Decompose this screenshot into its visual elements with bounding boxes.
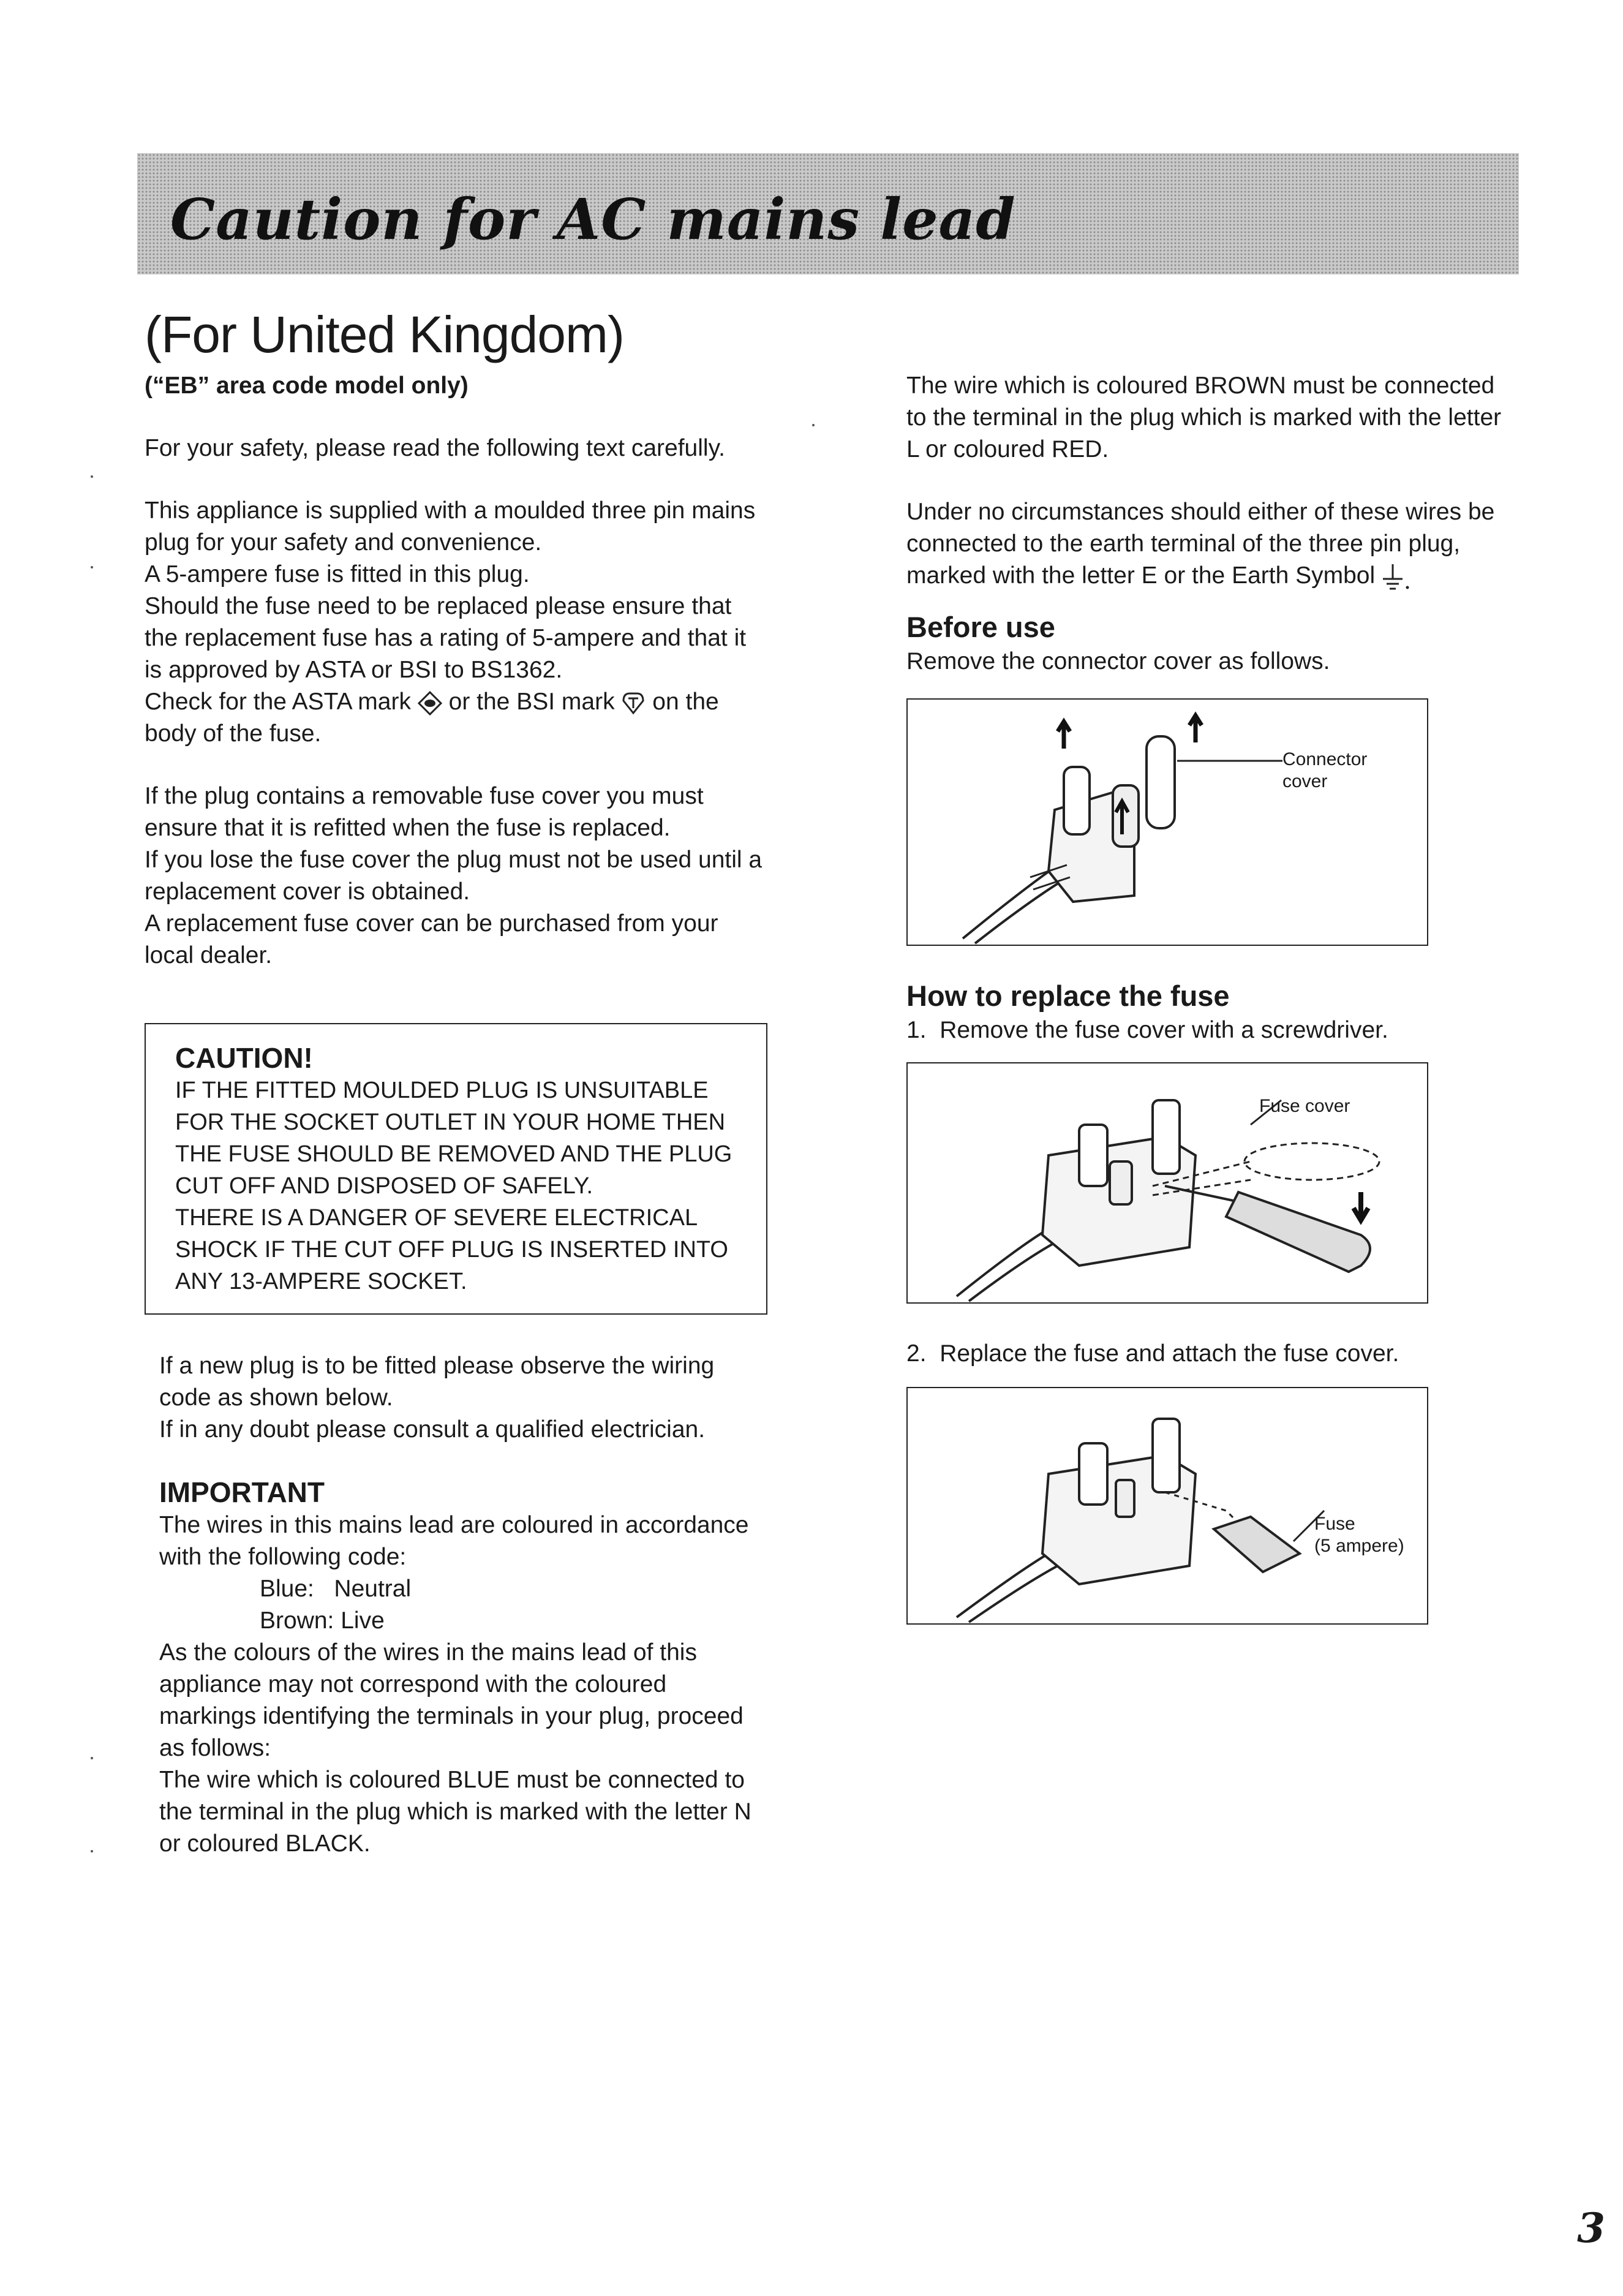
caution-text-2: THERE IS A DANGER OF SEVERE ELECTRICAL SHOCK IF THE CUT OFF PLUG IS INSERTED INTO ANY 13-AMPERE SOCKET.: [175, 1205, 728, 1294]
scan-dot: [91, 566, 93, 568]
page-number: 3: [1577, 2204, 1605, 2252]
fuse-cover-figure: [906, 1062, 1428, 1304]
step-2: 2. Replace the fuse and attach the fuse cover.: [906, 1340, 1399, 1367]
banner-title: Caution for AC mains lead: [170, 186, 1016, 252]
brown-wire-info: The wire which is coloured BROWN must be connected to the terminal in the plug which is marked with the letter L or coloured RED.: [906, 372, 1502, 463]
scan-dot: [91, 475, 93, 478]
caution-box: [145, 1023, 767, 1315]
right-column: [906, 370, 1519, 1625]
fuse-mark-check: [145, 686, 766, 750]
connector-label-line2: cover: [1282, 771, 1328, 791]
lost-cover-info: If you lose the fuse cover the plug must not be used until a replacement cover is obtained.: [145, 847, 763, 905]
fuse-cover-info: If the plug contains a removable fuse cover you must ensure that it is refitted when the fuse is replaced.: [145, 783, 704, 841]
fuse-replace-illustration: [908, 1388, 1427, 1623]
code-blue: Blue: Neutral: [260, 1576, 412, 1602]
fuse-cover-label: Fuse cover: [1259, 1096, 1350, 1116]
connector-label-line1: Connector: [1282, 749, 1368, 769]
fuse-label-line1: Fuse: [1314, 1514, 1355, 1534]
before-use-text: Remove the connector cover as follows.: [906, 648, 1330, 674]
earth-warning: [906, 496, 1519, 592]
scan-dot: [91, 1850, 93, 1852]
fuse-replace-figure: [906, 1387, 1428, 1625]
caution-text-1: IF THE FITTED MOULDED PLUG IS UNSUITABLE FOR THE SOCKET OUTLET IN YOUR HOME THEN THE FUSE SHOULD BE REMOVED AND THE PLUG CUT OFF AND DISPOSED OF SAFELY.: [175, 1078, 732, 1199]
new-plug-info: If a new plug is to be fitted please observe the wiring code as shown below.: [159, 1353, 715, 1411]
area-code-note: (“EB” area code model only): [145, 372, 469, 399]
step-1: 1. Remove the fuse cover with a screwdriver.: [906, 1017, 1388, 1043]
section-title: (For United Kingdom): [145, 306, 624, 363]
connector-cover-illustration: [908, 700, 1427, 945]
scan-dot: [91, 1757, 93, 1759]
bsi-kitemark-icon: [621, 691, 646, 716]
code-brown: Brown: Live: [260, 1607, 385, 1634]
before-use-title: Before use: [906, 611, 1055, 643]
important-title: IMPORTANT: [159, 1476, 325, 1508]
wire-code-intro: The wires in this mains lead are coloured in accordance with the following code:: [159, 1512, 749, 1570]
earth-symbol-icon: [1382, 563, 1411, 591]
connector-cover-figure: [906, 698, 1428, 946]
connector-cover-label: [1282, 749, 1367, 793]
safety-intro: For your safety, please read the following text carefully.: [145, 435, 726, 461]
header-banner: [137, 153, 1519, 274]
plug-info: This appliance is supplied with a moulded three pin mains plug for your safety and convenience.: [145, 497, 756, 556]
left-column: [145, 370, 766, 1860]
blue-wire-info: The wire which is coloured BLUE must be connected to the terminal in the plug which is marked with the letter N or coloured BLACK.: [159, 1767, 751, 1857]
bsi-check-text: or the BSI mark: [448, 689, 615, 715]
electrician-advice: If in any doubt please consult a qualified electrician.: [159, 1416, 706, 1443]
fuse-label-line2: (5 ampere): [1314, 1536, 1404, 1556]
asta-mark-icon: [418, 691, 442, 716]
fuse-info: A 5-ampere fuse is fitted in this plug.: [145, 561, 530, 587]
caution-title: CAUTION!: [175, 1042, 313, 1074]
scan-dot: [812, 424, 815, 426]
asta-check-text: Check for the ASTA mark: [145, 689, 411, 715]
earth-warning-text: Under no circumstances should either of these wires be connected to the earth terminal of the three pin plug, marked with the letter E or the Earth Symbol: [906, 499, 1495, 589]
replace-fuse-title: How to replace the fuse: [906, 980, 1230, 1012]
replacement-cover-info: A replacement fuse cover can be purchased from your local dealer.: [145, 910, 718, 969]
fuse-replacement-info: Should the fuse need to be replaced please ensure that the replacement fuse has a rating of 5-ampere and that it is approved by ASTA or BSI to BS1362.: [145, 593, 747, 683]
fuse-label: [1314, 1513, 1404, 1557]
fuse-body-text: on the body of the fuse.: [145, 689, 719, 747]
colour-mismatch-info: As the colours of the wires in the mains lead of this appliance may not correspond with the coloured markings identifying the terminals in your plug, proceed as follows:: [159, 1639, 744, 1761]
